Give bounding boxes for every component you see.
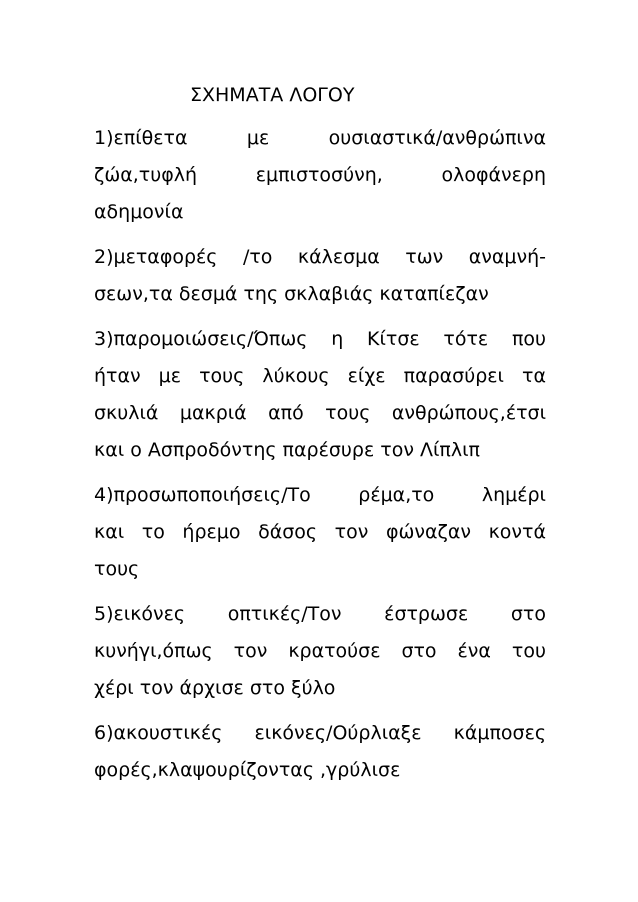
text-line: ζώα,τυφλή εμπιστοσύνη, ολοφάνερη	[94, 164, 546, 186]
text-line: 1)επίθετα με ουσιαστικά/ανθρώπινα	[94, 127, 546, 149]
document-title: ΣΧΗΜΑΤΑ ΛΟΓΟΥ	[190, 84, 355, 106]
text-line: ήταν με τους λύκους είχε παρασύρει τα	[94, 365, 546, 387]
text-line: και ο Ασπροδόντης παρέσυρε τον Λίπλιπ	[94, 439, 480, 461]
text-line: κυνήγι,όπως τον κρατούσε στο ένα του	[94, 640, 546, 662]
text-line: σεων,τα δεσμά της σκλαβιάς καταπίεζαν	[94, 283, 489, 305]
text-line: αδημονία	[94, 201, 184, 223]
text-line: χέρι τον άρχισε στο ξύλο	[94, 677, 336, 699]
text-line: φορές,κλαψουρίζοντας ,γρύλισε	[94, 759, 401, 781]
text-line: 3)παρομοιώσεις/Όπως η Κίτσε τότε που	[94, 328, 546, 350]
text-line: 4)προσωποποιήσεις/Το ρέμα,το λημέρι	[94, 484, 546, 506]
text-line: τους	[94, 558, 140, 580]
text-line: 6)ακουστικές εικόνες/Ούρλιαξε κάμποσες	[94, 722, 546, 744]
text-line: 2)μεταφορές /το κάλεσμα των αναμνή-	[94, 246, 546, 268]
text-line: και το ήρεμο δάσος τον φώναζαν κοντά	[94, 521, 546, 543]
text-line: σκυλιά μακριά από τους ανθρώπους,έτσι	[94, 402, 546, 424]
text-line: 5)εικόνες οπτικές/Τον έστρωσε στο	[94, 603, 546, 625]
document-body	[94, 123, 546, 792]
